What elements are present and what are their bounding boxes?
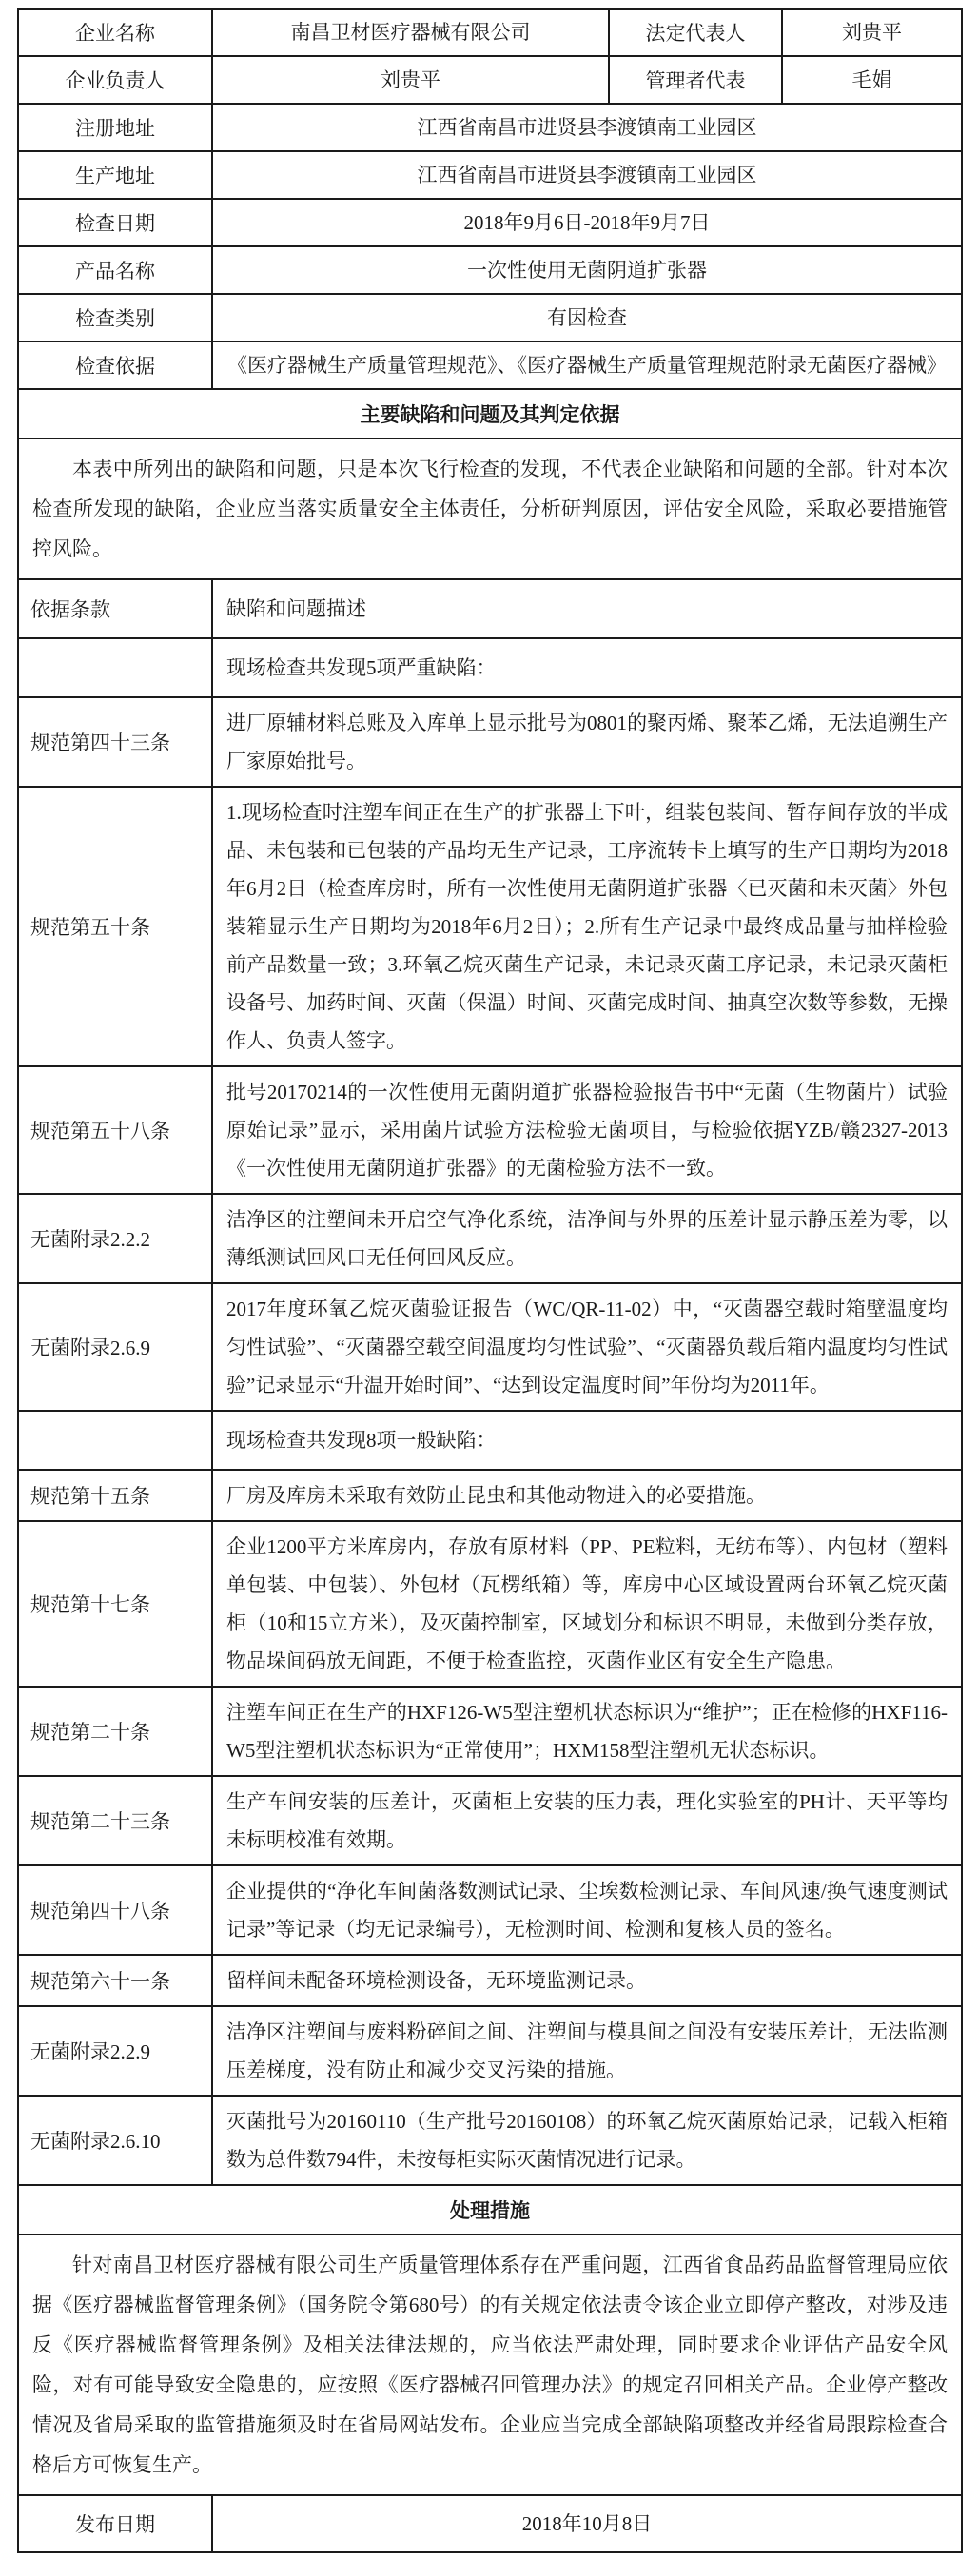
table-row [18, 697, 962, 787]
defect-description-cell: 企业提供的“净化车间菌落数测试记录、尘埃数检测记录、车间风速/换气速度测试记录”等记录（均无记录编号），无检测时间、检测和复核人员的签名。 [212, 1865, 962, 1955]
table-row [18, 638, 962, 697]
table-row [18, 2185, 962, 2234]
defect-description-cell: 注塑车间正在生产的HXF126-W5型注塑机状态标识为“维护”；正在检修的HXF116-W5型注塑机状态标识为“正常使用”；HXM158型注塑机无状态标识。 [212, 1687, 962, 1776]
table-row [18, 1470, 962, 1521]
defect-description-cell: 1.现场检查时注塑车间正在生产的扩张器上下叶，组装包装间、暂存间存放的半成品、未包装和已包装的产品均无生产记录，工序流转卡上填写的生产日期均为2018年6月2日（检查库房时，所有一次性使用无菌阴道扩张器〈已灭菌和未灭菌〉外包装箱显示生产日期均为2018年6月2日）；2.所有生产记录中最终成品量与抽样检验前产品数量一致；3.环氧乙烷灭菌生产记录，未记录灭菌工序记录，未记录灭菌柜设备号、加药时间、灭菌（保温）时间、灭菌完成时间、抽真空次数等参数，无操作人、负责人签字。 [212, 787, 962, 1066]
table-row [18, 1283, 962, 1411]
clause-column-header: 依据条款 [18, 579, 212, 638]
measures-paragraph: 针对南昌卫材医疗器械有限公司生产质量管理体系存在严重问题，江西省食品药品监督管理局应依据《医疗器械监督管理条例》（国务院令第680号）的有关规定依法责令该企业立即停产整改，对涉及违反《医疗器械监督管理条例》及相关法律法规的，应当依法严肃处理，同时要求企业评估产品安全风险，对有可能导致安全隐患的，应按照《医疗器械召回管理办法》的规定召回相关产品。企业停产整改情况及省局采取的监管措施须及时在省局网站发布。企业应当完成全部缺陷项整改并经省局跟踪检查合格后方可恢复生产。 [18, 2234, 962, 2495]
table-row [18, 2234, 962, 2495]
defect-clause-cell: 无菌附录2.2.2 [18, 1194, 212, 1283]
table-row [18, 1411, 962, 1470]
inspection-date-value: 2018年9月6日-2018年9月7日 [212, 199, 962, 246]
enterprise-head-value: 刘贵平 [212, 56, 609, 104]
defects-section-title: 主要缺陷和问题及其判定依据 [18, 389, 962, 439]
management-representative-value: 毛娟 [782, 56, 962, 104]
table-row [18, 579, 962, 638]
empty-clause-cell [18, 1411, 212, 1470]
table-row [18, 1865, 962, 1955]
management-representative-label: 管理者代表 [609, 56, 782, 104]
defect-clause-cell: 规范第四十三条 [18, 697, 212, 787]
defect-clause-cell: 规范第十七条 [18, 1521, 212, 1687]
table-row [18, 1687, 962, 1776]
defect-clause-cell: 规范第四十八条 [18, 1865, 212, 1955]
inspection-category-label: 检查类别 [18, 294, 212, 342]
empty-clause-cell [18, 638, 212, 697]
defect-description-cell: 厂房及库房未采取有效防止昆虫和其他动物进入的必要措施。 [212, 1470, 962, 1521]
defect-description-cell: 批号20170214的一次性使用无菌阴道扩张器检验报告书中“无菌（生物菌片）试验原始记录”显示，采用菌片试验方法检验无菌项目，与检验依据YZB/赣2327-2013《一次性使用无菌阴道扩张器》的无菌检验方法不一致。 [212, 1066, 962, 1194]
table-row [18, 151, 962, 199]
description-column-header: 缺陷和问题描述 [212, 579, 962, 638]
product-name-value: 一次性使用无菌阴道扩张器 [212, 246, 962, 294]
table-row [18, 199, 962, 246]
legal-representative-label: 法定代表人 [609, 9, 782, 56]
inspection-basis-value: 《医疗器械生产质量管理规范》、《医疗器械生产质量管理规范附录无菌医疗器械》 [212, 342, 962, 389]
report-table [17, 8, 963, 2553]
enterprise-head-label: 企业负责人 [18, 56, 212, 104]
defect-description-cell: 进厂原辅材料总账及入库单上显示批号为0801的聚丙烯、聚苯乙烯，无法追溯生产厂家原始批号。 [212, 697, 962, 787]
table-row [18, 104, 962, 151]
defect-clause-cell: 无菌附录2.6.9 [18, 1283, 212, 1411]
table-row [18, 1066, 962, 1194]
inspection-category-value: 有因检查 [212, 294, 962, 342]
table-row [18, 389, 962, 439]
defect-clause-cell: 规范第二十条 [18, 1687, 212, 1776]
defect-clause-cell: 规范第五十条 [18, 787, 212, 1066]
defect-description-cell: 生产车间安装的压差计，灭菌柜上安装的压力表，理化实验室的PH计、天平等均未标明校准有效期。 [212, 1776, 962, 1865]
defect-clause-cell: 规范第二十三条 [18, 1776, 212, 1865]
table-row [18, 56, 962, 104]
defect-clause-cell: 规范第六十一条 [18, 1955, 212, 2006]
defect-description-cell: 2017年度环氧乙烷灭菌验证报告（WC/QR-11-02）中，“灭菌器空载时箱壁温度均匀性试验”、“灭菌器空载空间温度均匀性试验”、“灭菌器负载后箱内温度均匀性试验”记录显示“升温开始时间”、“达到设定温度时间”年份均为2011年。 [212, 1283, 962, 1411]
defects-intro-paragraph: 本表中所列出的缺陷和问题，只是本次飞行检查的发现，不代表企业缺陷和问题的全部。针对本次检查所发现的缺陷，企业应当落实质量安全主体责任，分析研判原因，评估安全风险，采取必要措施管控风险。 [18, 439, 962, 579]
publish-date-value: 2018年10月8日 [212, 2495, 962, 2552]
enterprise-name-value: 南昌卫材医疗器械有限公司 [212, 9, 609, 56]
defect-description-cell: 灭菌批号为20160110（生产批号20160108）的环氧乙烷灭菌原始记录，记载入柜箱数为总件数794件，未按每柜实际灭菌情况进行记录。 [212, 2096, 962, 2185]
production-address-label: 生产地址 [18, 151, 212, 199]
table-row [18, 787, 962, 1066]
measures-section-title: 处理措施 [18, 2185, 962, 2234]
table-row [18, 1521, 962, 1687]
defect-clause-cell: 无菌附录2.6.10 [18, 2096, 212, 2185]
table-row [18, 439, 962, 579]
defect-description-cell: 洁净区的注塑间未开启空气净化系统，洁净间与外界的压差计显示静压差为零，以薄纸测试回风口无任何回风反应。 [212, 1194, 962, 1283]
table-row [18, 2006, 962, 2096]
inspection-basis-label: 检查依据 [18, 342, 212, 389]
defect-description-cell: 企业1200平方米库房内，存放有原材料（PP、PE粒料，无纺布等）、内包材（塑料单包装、中包装）、外包材（瓦楞纸箱）等，库房中心区域设置两台环氧乙烷灭菌柜（10和15立方米），及灭菌控制室，区域划分和标识不明显，未做到分类存放，物品垛间码放无间距，不便于检查监控，灭菌作业区有安全生产隐患。 [212, 1521, 962, 1687]
defect-description-cell: 留样间未配备环境检测设备，无环境监测记录。 [212, 1955, 962, 2006]
table-row [18, 2096, 962, 2185]
table-row [18, 1955, 962, 2006]
table-row [18, 1194, 962, 1283]
severe-defects-subhead: 现场检查共发现5项严重缺陷： [212, 638, 962, 697]
defect-clause-cell: 规范第十五条 [18, 1470, 212, 1521]
defect-clause-cell: 规范第五十八条 [18, 1066, 212, 1194]
enterprise-name-label: 企业名称 [18, 9, 212, 56]
inspection-date-label: 检查日期 [18, 199, 212, 246]
table-row [18, 2495, 962, 2552]
table-row [18, 342, 962, 389]
general-defects-subhead: 现场检查共发现8项一般缺陷： [212, 1411, 962, 1470]
defect-description-cell: 洁净区注塑间与废料粉碎间之间、注塑间与模具间之间没有安装压差计，无法监测压差梯度，没有防止和减少交叉污染的措施。 [212, 2006, 962, 2096]
registered-address-label: 注册地址 [18, 104, 212, 151]
table-row [18, 246, 962, 294]
table-row [18, 9, 962, 56]
product-name-label: 产品名称 [18, 246, 212, 294]
registered-address-value: 江西省南昌市进贤县李渡镇南工业园区 [212, 104, 962, 151]
defect-clause-cell: 无菌附录2.2.9 [18, 2006, 212, 2096]
table-row [18, 1776, 962, 1865]
publish-date-label: 发布日期 [18, 2495, 212, 2552]
legal-representative-value: 刘贵平 [782, 9, 962, 56]
table-row [18, 294, 962, 342]
production-address-value: 江西省南昌市进贤县李渡镇南工业园区 [212, 151, 962, 199]
